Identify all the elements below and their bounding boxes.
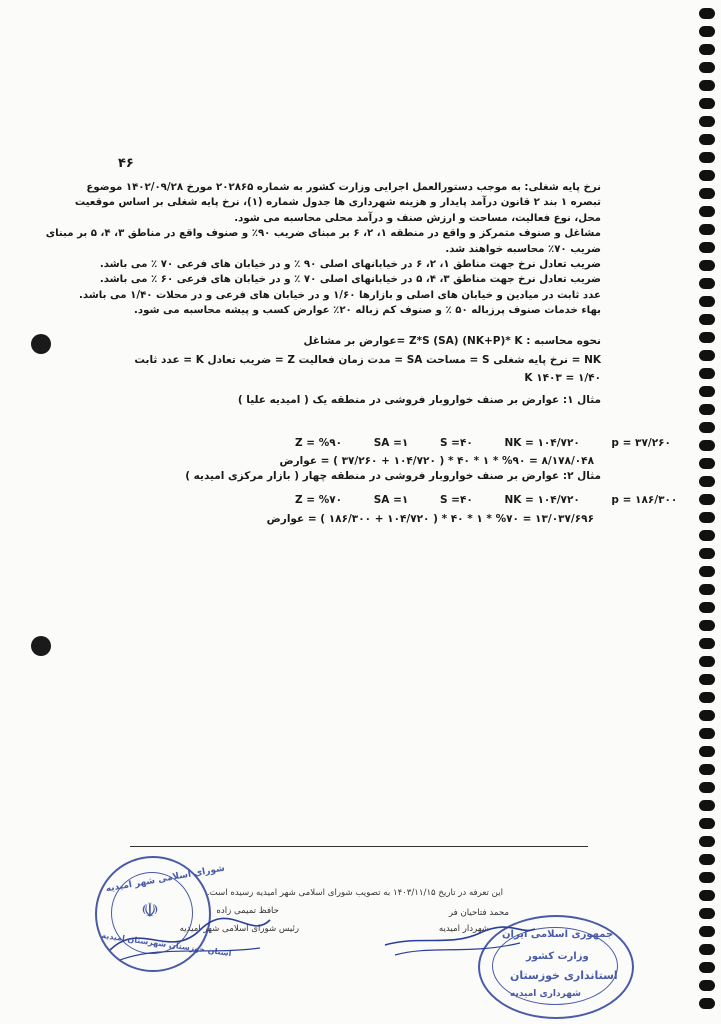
binding-ring: [699, 440, 715, 451]
var-p: p = ۱۸۶/۳۰۰: [611, 494, 678, 506]
binding-ring: [699, 188, 715, 199]
binding-ring: [699, 278, 715, 289]
constant-k-line: ۱/۴۰ = ۱۴۰۳ K: [524, 372, 601, 384]
body-paragraph: [45, 180, 601, 319]
var-z: Z = %۹۰: [295, 437, 343, 449]
binding-ring: [699, 350, 715, 361]
binding-ring: [699, 116, 715, 127]
binding-ring: [699, 404, 715, 415]
var-z: Z = %۷۰: [295, 494, 343, 506]
paragraph-line: ضریب تعادل نرخ جهت مناطق ۱، ۲، ۶ در خیابانهای اصلی ۹۰ ٪ و در خیابان های فرعی ۷۰ ٪ می باشد.: [99, 259, 601, 271]
binding-ring: [699, 368, 715, 379]
binding-ring: [699, 818, 715, 829]
mayor-name: محمد فتاحیان فر: [448, 908, 509, 918]
council-head-name: حافظ تمیمی زاده: [216, 906, 279, 916]
binding-ring: [699, 566, 715, 577]
binding-ring: [699, 494, 715, 505]
var-nk: NK = ۱۰۴/۷۲۰: [504, 437, 580, 449]
var-p: p = ۳۷/۲۶۰: [611, 437, 671, 449]
page-number: ۴۶: [118, 156, 134, 171]
binding-ring: [699, 170, 715, 181]
paragraph-line: نرخ پایه شغلی: به موجب دستورالعمل اجرایی وزارت کشور به شماره ۲۰۲۸۶۵ مورخ ۱۴۰۲/۰۹/۲۸ موضوع: [86, 182, 601, 193]
paragraph-line: بهاء خدمات صنوف پرزباله ۵۰ ٪ و صنوف کم زباله ۲۰٪ عوارض کسب و پیشه محاسبه می شود.: [134, 305, 601, 317]
binding-ring: [699, 782, 715, 793]
binding-ring: [699, 530, 715, 541]
governorate-seal-stamp: جمهوری اسلامی ایران وزارت کشور استانداری خوزستان شهرداری امیدیه: [478, 915, 634, 1019]
binding-ring: [699, 314, 715, 325]
footer-divider: [130, 846, 588, 847]
binding-ring: [699, 620, 715, 631]
binding-ring: [699, 80, 715, 91]
council-head-title: رئیس شورای اسلامی شهر امیدیه: [179, 924, 299, 934]
binding-ring: [699, 98, 715, 109]
binding-ring: [699, 260, 715, 271]
binding-ring: [699, 332, 715, 343]
binding-ring: [699, 206, 715, 217]
mayor-title: شهردار امیدیه: [438, 924, 489, 934]
binding-ring: [699, 62, 715, 73]
paragraph-line: ضریب تعادل نرخ جهت مناطق ۳، ۴، ۵ در خیابانهای اصلی ۷۰ ٪ و در خیابان های فرعی ۶۰ ٪ می باشد.: [99, 274, 601, 286]
binding-ring: [699, 26, 715, 37]
binding-ring: [699, 854, 715, 865]
binding-ring: [699, 8, 715, 19]
binding-ring: [699, 692, 715, 703]
binding-ring: [699, 242, 715, 253]
council-seal-stamp: شورای اسلامی شهر امیدیه ☫ استان خوزستان شهرستان امیدیه: [95, 856, 211, 972]
binding-ring: [699, 638, 715, 649]
example-2-variables: [295, 494, 677, 506]
binding-ring: [699, 944, 715, 955]
binding-ring: [699, 674, 715, 685]
binding-ring: [699, 422, 715, 433]
spiral-binding: [693, 8, 715, 1018]
binding-ring: [699, 512, 715, 523]
var-s: S =۴۰: [439, 494, 473, 506]
paragraph-line: مشاغل و صنوف متمرکز و واقع در منطقه ۱، ۲، ۶ بر مبنای ضریب ۹۰٪ و صنوف واقع در مناطق ۳، ۴، ۵ بر مبنای: [45, 228, 601, 240]
binding-ring: [699, 890, 715, 901]
binding-ring: [699, 296, 715, 307]
paragraph-line: ضریب ۷۰٪ محاسبه خواهند شد.: [445, 243, 601, 255]
punch-hole-bottom: [31, 636, 51, 656]
paragraph-line: عدد ثابت در میادین و خیابان های اصلی و بازارها ۱/۶۰ و در خیابان های فرعی و در محلات ۱/۴۰ می باشد.: [79, 289, 601, 301]
var-sa: SA =۱: [373, 437, 409, 449]
legend-line: NK = نرخ پایه شغلی S = مساحت SA = مدت زمان فعالیت Z = ضریب تعادل K = عدد ثابت: [134, 354, 601, 366]
binding-ring: [699, 584, 715, 595]
var-sa: SA =۱: [373, 494, 409, 506]
example-2-result: ۱۳/۰۳۷/۶۹۶ = %۷۰ * ۱ * ۴۰ * ( ۱۰۴/۷۲۰ + ۱۸۶/۳۰۰ ) = عوارض: [266, 513, 594, 525]
example-1-title: مثال ۱: عوارض بر صنف خواروبار فروشی در منطقه یک ( امیدیه علیا ): [237, 394, 601, 406]
binding-ring: [699, 962, 715, 973]
binding-ring: [699, 980, 715, 991]
binding-ring: [699, 710, 715, 721]
calc-formula: نحوه محاسبه : Z*S (SA) (NK+P)* K =عوارض بر مشاغل: [303, 335, 601, 347]
signature-council: [100, 900, 280, 970]
paragraph-line: محل، نوع فعالیت، مساحت و ارزش صنف و درآمد محلی محاسبه می شود.: [234, 212, 601, 224]
example-2-title: مثال ۲: عوارض بر صنف خواروبار فروشی در منطقه چهار ( بازار مرکزی امیدیه ): [185, 470, 601, 482]
binding-ring: [699, 152, 715, 163]
binding-ring: [699, 926, 715, 937]
binding-ring: [699, 548, 715, 559]
binding-ring: [699, 386, 715, 397]
example-1-variables: [295, 437, 671, 449]
binding-ring: [699, 458, 715, 469]
binding-ring: [699, 656, 715, 667]
var-nk: NK = ۱۰۴/۷۲۰: [504, 494, 580, 506]
binding-ring: [699, 728, 715, 739]
binding-ring: [699, 836, 715, 847]
binding-ring: [699, 602, 715, 613]
var-s: S =۴۰: [439, 437, 473, 449]
binding-ring: [699, 134, 715, 145]
binding-ring: [699, 872, 715, 883]
emblem-icon: ☫: [141, 898, 159, 922]
punch-hole-top: [31, 334, 51, 354]
example-1-result: ۸/۱۷۸/۰۴۸ = %۹۰ * ۱ * ۴۰ * ( ۱۰۴/۷۲۰ + ۳۷/۲۶۰ ) = عوارض: [279, 455, 594, 467]
binding-ring: [699, 224, 715, 235]
binding-ring: [699, 800, 715, 811]
binding-ring: [699, 44, 715, 55]
binding-ring: [699, 998, 715, 1009]
binding-ring: [699, 764, 715, 775]
binding-ring: [699, 476, 715, 487]
paragraph-line: تبصره ۱ بند ۲ قانون درآمد پایدار و هزینه شهرداری ها جدول شماره (۱)، نرخ پایه شغلی بر اساس موقعیت: [74, 197, 601, 209]
binding-ring: [699, 746, 715, 757]
binding-ring: [699, 908, 715, 919]
approval-note: این تعرفه در تاریخ ۱۴۰۳/۱۱/۱۵ به تصویب شورای اسلامی شهر امیدیه رسیده است.: [206, 888, 503, 898]
